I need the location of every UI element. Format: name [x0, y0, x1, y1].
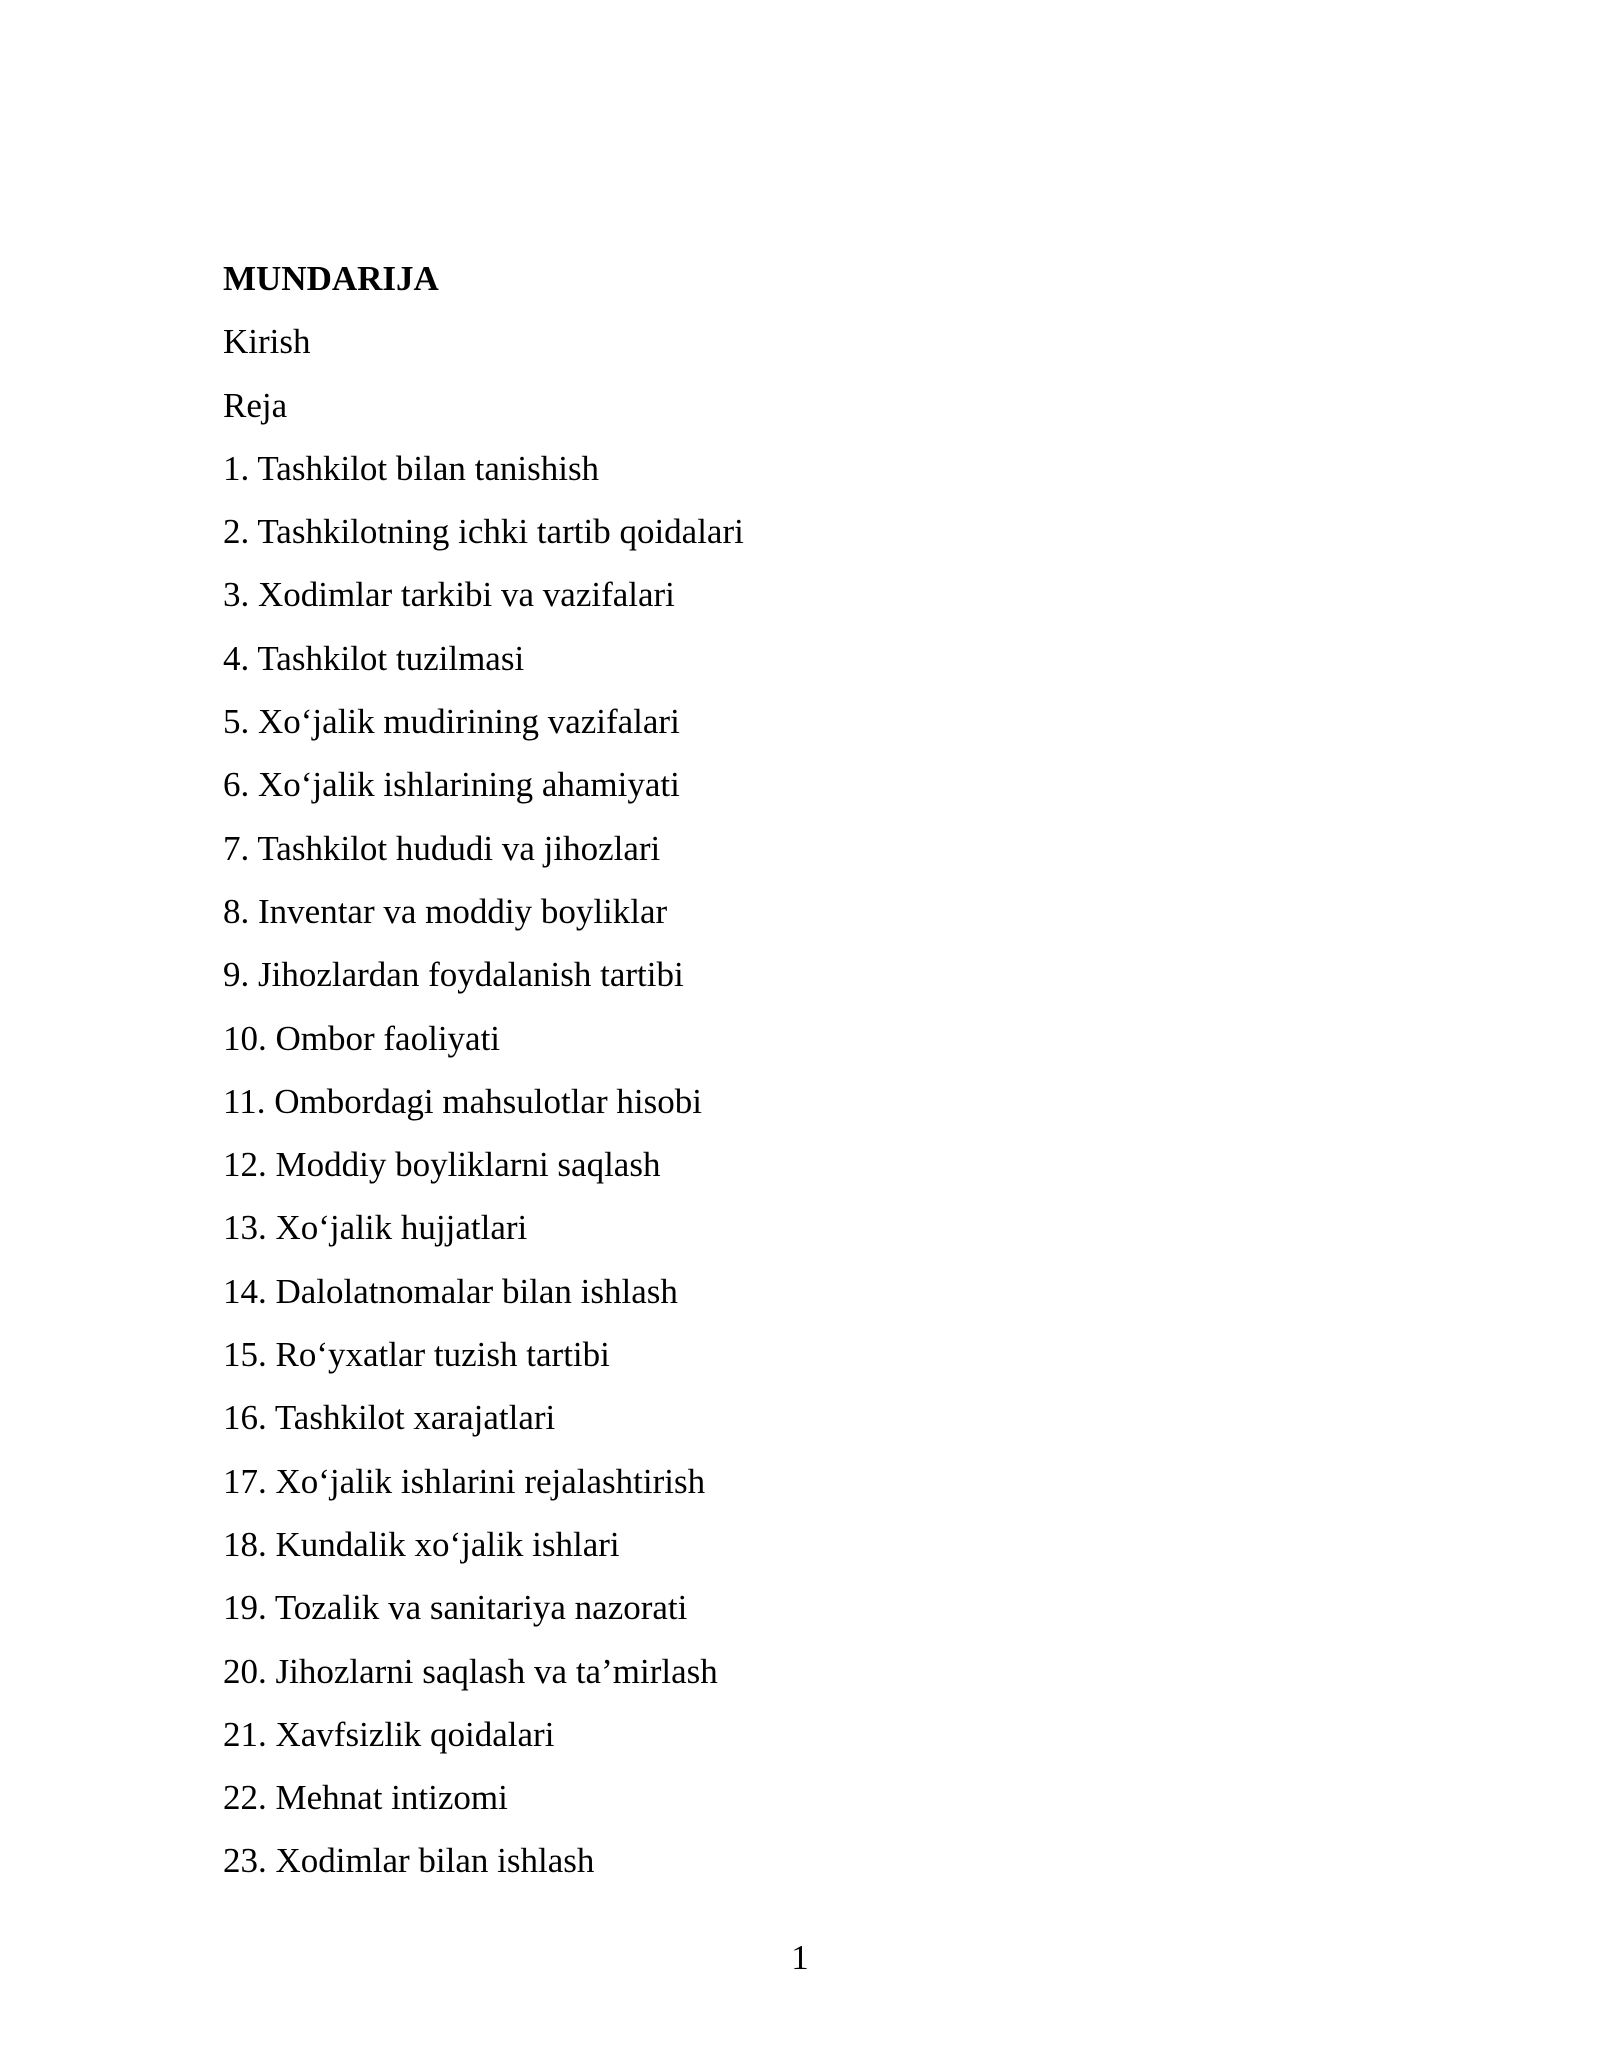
toc-item: 17. Xo‘jalik ishlarini rejalashtirish [223, 1461, 706, 1501]
table-of-contents [223, 247, 1373, 1893]
toc-item: 4. Tashkilot tuzilmasi [223, 638, 525, 678]
toc-item: 3. Xodimlar tarkibi va vazifalari [223, 575, 675, 615]
toc-plan: Reja [223, 385, 288, 425]
toc-title: MUNDARIJA [223, 259, 439, 298]
toc-item: 11. Ombordagi mahsulotlar hisobi [223, 1081, 702, 1121]
toc-item: 12. Moddiy boyliklarni saqlash [223, 1145, 661, 1185]
toc-item: 16. Tashkilot xarajatlari [223, 1398, 556, 1438]
toc-item: 6. Xo‘jalik ishlarining ahamiyati [223, 765, 680, 805]
toc-item: 21. Xavfsizlik qoidalari [223, 1714, 555, 1754]
toc-item: 19. Tozalik va sanitariya nazorati [223, 1588, 688, 1628]
toc-item: 15. Ro‘yxatlar tuzish tartibi [223, 1335, 610, 1375]
toc-item: 1. Tashkilot bilan tanishish [223, 448, 600, 488]
page-number: 1 [791, 1938, 809, 1977]
toc-item: 13. Xo‘jalik hujjatlari [223, 1208, 528, 1248]
toc-item: 18. Kundalik xo‘jalik ishlari [223, 1524, 620, 1564]
toc-intro: Kirish [223, 322, 311, 362]
toc-item: 2. Tashkilotning ichki tartib qoidalari [223, 512, 744, 552]
toc-item: 7. Tashkilot hududi va jihozlari [223, 828, 661, 868]
toc-item: 14. Dalolatnomalar bilan ishlash [223, 1271, 678, 1311]
toc-item: 23. Xodimlar bilan ishlash [223, 1841, 595, 1881]
toc-item: 10. Ombor faoliyati [223, 1018, 501, 1058]
toc-item: 8. Inventar va moddiy boyliklar [223, 891, 668, 931]
toc-item: 20. Jihozlarni saqlash va ta’mirlash [223, 1651, 718, 1691]
toc-item: 9. Jihozlardan foydalanish tartibi [223, 955, 684, 995]
toc-item: 22. Mehnat intizomi [223, 1778, 508, 1818]
toc-item: 5. Xo‘jalik mudirining vazifalari [223, 702, 680, 742]
